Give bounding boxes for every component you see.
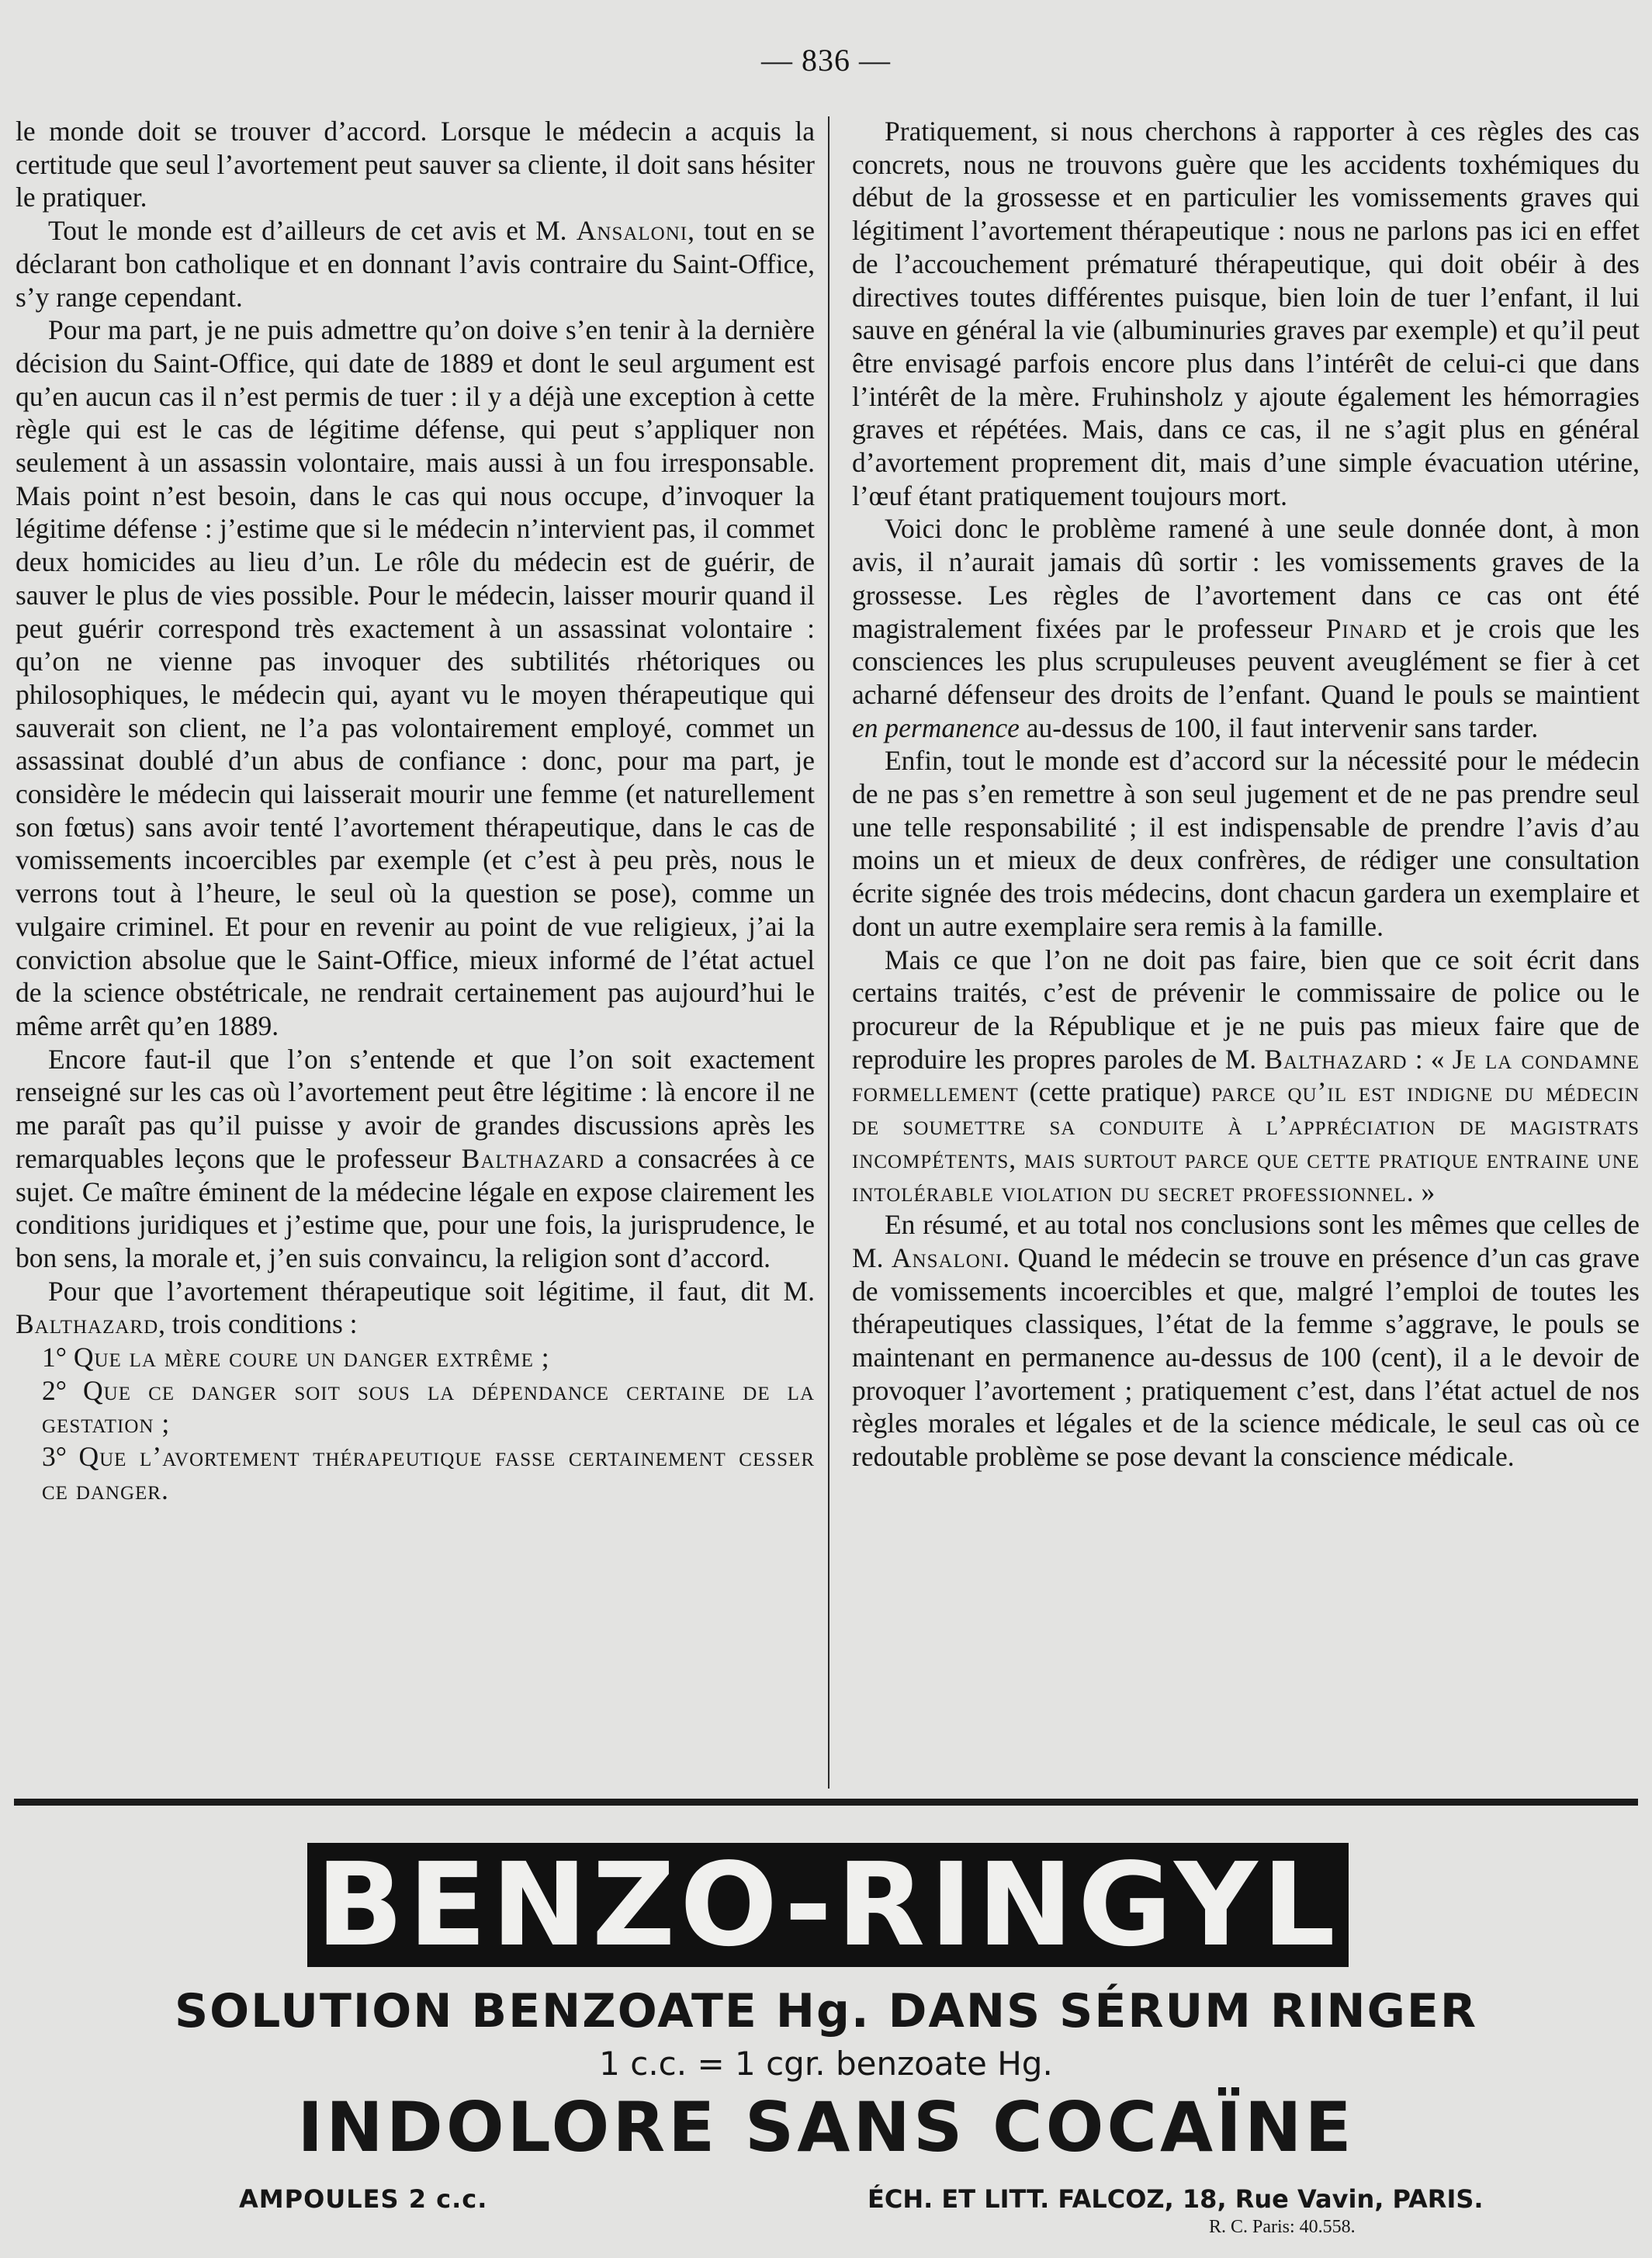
right-paragraph-1: Pratiquement, si nous cherchons à rapporter à ces règles des cas concrets, nous ne trouvons guère que les accidents toxhémiques du début de la grossesse et en particulier les vomissements graves qui légitiment l’avortement thérapeutique : nous ne parlons pas ici en effet de l’accouchement prématuré thérapeutique, qui doit obéir à des directives toutes différentes puisque, bien loin de tuer l’enfant, il lui sauve en général la vie (albuminuries graves par exemple) et qu’il peut être envisagé parfois encore plus dans l’intérêt de celui-ci que dans l’intérêt de la mère. Fruhinsholz y ajoute également les hémorragies graves et répétées. Mais, dans ce cas, il ne s’agit plus en général d’avortement proprement dit, mais d’une simple évacuation utérine, l’œuf étant pratiquement toujours mort. xyxy=(852,116,1640,511)
text-run: Pour que l’avortement thérapeutique soit légitime, il faut, dit M. xyxy=(48,1275,815,1307)
author-name: Ansaloni xyxy=(576,215,688,247)
ad-registration: R. C. Paris: 40.558. xyxy=(1209,2217,1356,2237)
text-run: . Quand le médecin se trouve en présence d’un cas grave de vomissements incoercibles et que, malgré l’emploi de toutes les thérapeutiques classiques, l’état de la femme s’aggrave, le pouls se maintenant en permanence au-dessus de 100 (cent), il a le devoir de provoquer l’avortement ; pratiquement c’est, dans l’état actuel de nos règles morales et légales et de la science médicale, le seul cas où ce redoutable problème se pose devant la conscience médicale. xyxy=(852,1242,1640,1473)
ad-slogan: INDOLORE SANS COCAÏNE xyxy=(297,2087,1355,2167)
text-run: , trois conditions : xyxy=(158,1308,358,1340)
right-paragraph-4 xyxy=(852,944,1640,1209)
right-paragraph-3: Enfin, tout le monde est d’accord sur la nécessité pour le médecin de ne pas s’en remettre à son seul jugement et de ne pas prendre seul une telle responsabilité ; il est indispensable de prendre l’avis d’au moins un et mieux de deux confrères, de rédiger une consultation écrite signée des trois médecins, dont chacun gardera un exemplaire et dont un autre exemplaire sera remis à la famille. xyxy=(852,745,1640,942)
author-name: Balthazard xyxy=(16,1308,159,1340)
text-run: Tout le monde est d’ailleurs de cet avis et M. xyxy=(48,215,577,247)
advertisement xyxy=(14,1812,1638,2246)
left-paragraph-1: le monde doit se trouver d’accord. Lorsque le médecin a acquis la certitude que seul l’avortement peut sauver sa cliente, il doit sans hésiter le pratiquer. xyxy=(16,116,815,213)
section-rule xyxy=(14,1799,1638,1806)
condition-text: Que l’avortement thérapeutique fasse certainement cesser ce danger. xyxy=(42,1441,815,1505)
author-name: Ansaloni xyxy=(891,1242,1003,1273)
ad-address: ÉCH. ET LITT. FALCOZ, 18, Rue Vavin, PARIS. xyxy=(868,2184,1484,2214)
brand-banner: BENZO-RINGYL xyxy=(307,1843,1349,1967)
quote: parce qu’il est indigne du médecin de soumettre sa conduite à l’appréciation de magistrats incompétents, mais surtout parce que cette pratique entraine une intolérable violation du secret professionnel. xyxy=(852,1076,1640,1207)
author-name: Balthazard xyxy=(461,1142,604,1174)
text-run: En résumé, et au total nos conclusions sont les mêmes que celles de M. xyxy=(852,1209,1640,1273)
text-run: et je crois que les consciences les plus scrupuleuses peuvent aveuglément se fier à cet acharné défenseur des droits de l’enfant. Quand le pouls se maintient xyxy=(852,612,1640,710)
left-paragraph-5 xyxy=(16,1275,815,1341)
left-paragraph-2 xyxy=(16,214,815,313)
ad-dosage-line: 1 c.c. = 1 cgr. benzoate Hg. xyxy=(599,2045,1053,2083)
text-run: » xyxy=(1414,1176,1436,1207)
condition-3 xyxy=(16,1440,815,1506)
author-name: Pinard xyxy=(1325,612,1408,644)
condition-number: 2° xyxy=(42,1374,67,1406)
left-paragraph-3: Pour ma part, je ne puis admettre qu’on doive s’en tenir à la dernière décision du Saint-Office, qui date de 1889 et dont le seul argument est qu’en aucun cas il n’est permis de tuer : il y a déjà une exception à cette règle qui est le cas de légitime défense, qui peut s’appliquer non seulement à un assassin volontaire, mais aussi à un fou irresponsable. Mais point n’est besoin, dans le cas qui nous occupe, d’invoquer la légitime défense : j’estime que si le médecin n’intervient pas, il commet deux homicides au lieu d’un. Le rôle du médecin est de guérir, de sauver le plus de vies possible. Pour le médecin, laisser mourir quand il peut guérir correspond très exactement à un assassinat volontaire : qu’on ne vienne pas invoquer des subtilités rhétoriques ou philosophiques, le médecin qui, ayant vu le moyen thérapeutique qui sauverait son client, ne l’a pas volontairement employé, commet un assassinat doublé d’un abus de confiance : donc, pour ma part, je considère le médecin qui laisserait mourir une femme (et naturellement son fœtus) sans avoir tenté l’avortement thérapeutique, dans le cas de vomissements incoercibles par exemple (et c’est à peu près, nous le verrons tout à l’heure, le seul où la question se pose), comme un vulgaire criminel. Et pour en revenir au point de vue religieux, j’ai la conviction absolue que le Saint-Office, mieux informé de l’état actuel de la science obstétricale, ne rendrait certainement pas aujourd’hui le même arrêt qu’en 1889. xyxy=(16,314,815,1041)
right-paragraph-5 xyxy=(852,1208,1640,1474)
author-name: Balthazard xyxy=(1264,1043,1408,1075)
text-run: Voici donc le problème ramené à une seule donnée dont, à mon avis, il n’aurait jamais dû sortir : les vomissements graves de la grossesse. Les règles de l’avortement dans ce cas ont été magistralement fixées par le professeur xyxy=(852,513,1640,644)
ad-ampoules: AMPOULES 2 c.c. xyxy=(239,2184,488,2214)
condition-text: Que ce danger soit sous la dépendance certaine de la gestation ; xyxy=(42,1374,815,1439)
condition-text: Que la mère coure un danger extrême ; xyxy=(73,1342,550,1373)
condition-number: 3° xyxy=(42,1441,67,1473)
left-column xyxy=(16,115,815,1507)
page-number: — 836 — xyxy=(761,43,891,78)
emphasis: en permanence xyxy=(852,712,1020,743)
text-run: Mais ce que l’on ne doit pas faire, bien que ce soit écrit dans certains traités, c’est de prévenir le commissaire de police ou le procureur de la République et je ne puis pas mieux faire que de reproduire les propres paroles de M. xyxy=(852,944,1640,1075)
text-run: , tout en se déclarant bon catholique et en donnant l’avis contraire du Saint-Office, s’y range cependant. xyxy=(16,215,816,313)
text-run: (cette pratique) xyxy=(1018,1076,1212,1108)
condition-1 xyxy=(16,1341,815,1374)
right-paragraph-2 xyxy=(852,512,1640,744)
left-paragraph-4 xyxy=(16,1043,815,1275)
right-column xyxy=(852,115,1640,1474)
text-run: Encore faut-il que l’on s’entende et que l’on soit exactement renseigné sur les cas où l’avortement peut être légitime : là encore il ne me paraît pas qu’il puisse y avoir de grandes discussions après les remarquables leçons que le professeur xyxy=(16,1043,815,1174)
column-divider xyxy=(828,116,829,1789)
text-run: : « xyxy=(1407,1043,1453,1075)
text-run: au-dessus de 100, il faut intervenir sans tarder. xyxy=(1019,712,1539,743)
text-run: a consacrées à ce sujet. Ce maître éminent de la médecine légale en expose clairement les conditions juridiques et j’estime que, pour une fois, la jurisprudence, le bon sens, la morale et, j’en suis convaincu, la religion sont d’accord. xyxy=(16,1142,816,1273)
condition-number: 1° xyxy=(42,1342,67,1373)
condition-2 xyxy=(16,1374,815,1440)
quote: Je la condamne formellement xyxy=(852,1043,1640,1108)
ad-product-line: SOLUTION BENZOATE Hg. DANS SÉRUM RINGER xyxy=(174,1984,1478,2038)
